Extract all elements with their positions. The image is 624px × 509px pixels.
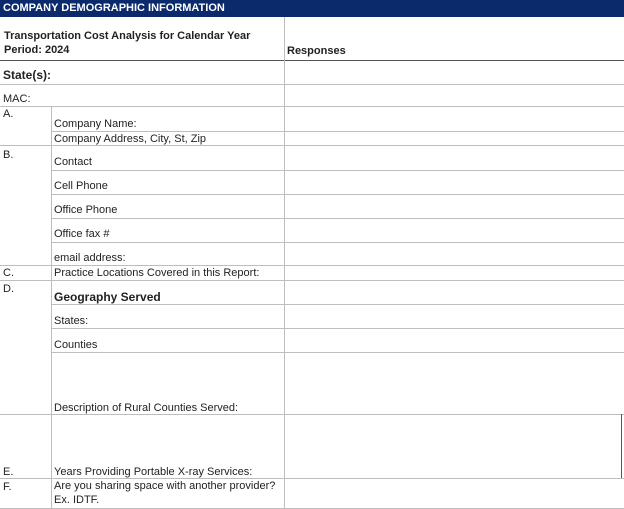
mac-label: MAC: [3,93,31,105]
email-label: email address: [54,252,126,264]
sharing-space-question: Are you sharing space with another provider? [54,480,276,492]
states-label: State(s): [3,68,52,82]
office-fax-label: Office fax # [54,228,110,240]
grid-line [284,17,285,509]
grid-line [51,352,624,353]
report-title: Transportation Cost Analysis for Calendar Year [4,30,251,42]
grid-line [0,414,624,415]
company-name-label: Company Name: [54,118,137,130]
grid-line [51,194,624,195]
grid-line [0,60,624,61]
geo-states-label: States: [54,315,89,327]
section-b-label: B. [3,149,14,161]
grid-line [51,242,624,243]
geo-counties-label: Counties [54,339,98,351]
grid-line [0,265,624,266]
section-header: COMPANY DEMOGRAPHIC INFORMATION [0,0,624,17]
grid-line [51,328,624,329]
grid-line [0,280,624,281]
contact-label: Contact [54,156,92,168]
grid-line [51,106,52,509]
section-a-label: A. [3,108,14,120]
company-address-label: Company Address, City, St, Zip [54,133,207,145]
rural-counties-label: Description of Rural Counties Served: [54,402,239,414]
grid-line [51,304,624,305]
grid-line [0,106,624,107]
grid-line [51,218,624,219]
sharing-space-example: Ex. IDTF. [54,494,100,506]
grid-line [621,414,622,478]
section-c-label: C. [3,267,14,279]
cell-phone-label: Cell Phone [54,180,108,192]
grid-line [0,84,624,85]
geography-served-heading: Geography Served [54,290,161,304]
report-period: Period: 2024 [4,44,70,56]
responses-heading: Responses [287,45,346,57]
grid-line [0,478,624,479]
office-phone-label: Office Phone [54,204,118,216]
years-portable-label: Years Providing Portable X-ray Services: [54,466,253,478]
grid-line [51,131,624,132]
section-d-label: D. [3,283,14,295]
grid-line [0,145,624,146]
section-f-label: F. [3,481,12,493]
practice-locations-label: Practice Locations Covered in this Report: [54,267,260,279]
grid-line [51,170,624,171]
section-e-label: E. [3,466,14,478]
